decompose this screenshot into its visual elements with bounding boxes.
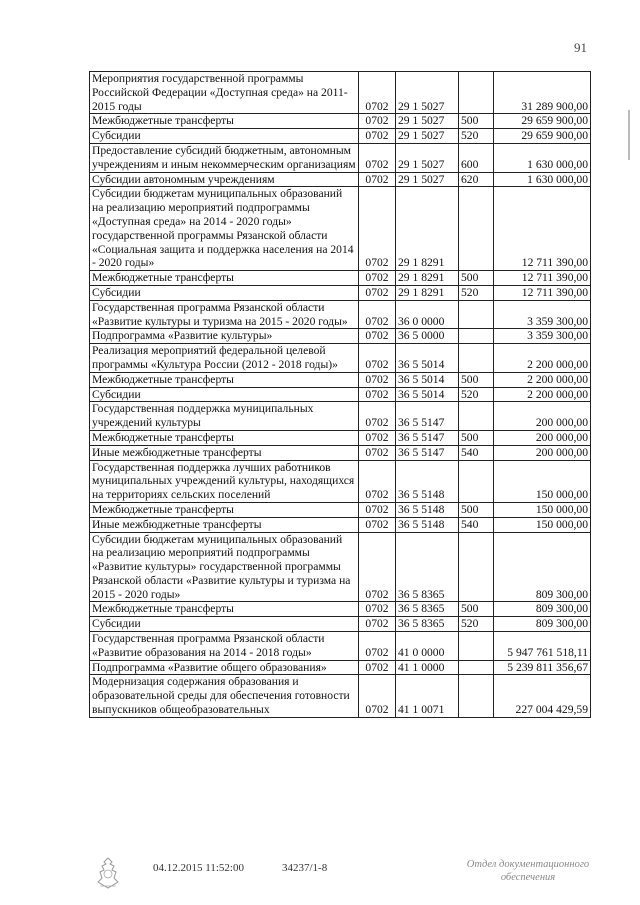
row-section-cell: 0702	[359, 285, 396, 300]
row-section-cell: 0702	[359, 602, 396, 617]
row-amount-cell: 809 300,00	[494, 602, 591, 617]
row-name-cell: Межбюджетные трансферты	[90, 114, 359, 129]
row-expense-type-cell: 500	[459, 430, 494, 445]
row-expense-type-cell	[459, 460, 494, 502]
table-row	[90, 344, 591, 373]
stamp-line-2: обеспечения	[500, 872, 556, 883]
row-amount-cell: 3 359 300,00	[494, 300, 591, 329]
row-section-cell: 0702	[359, 387, 396, 402]
row-name-cell: Подпрограмма «Развитие общего образования»	[90, 660, 359, 675]
row-expense-type-cell: 620	[459, 172, 494, 187]
row-section-cell: 0702	[359, 300, 396, 329]
row-target-code-cell: 29 1 5027	[396, 143, 459, 172]
row-target-code-cell: 29 1 5027	[396, 72, 459, 114]
row-expense-type-cell: 500	[459, 602, 494, 617]
row-amount-cell: 809 300,00	[494, 532, 591, 602]
row-name-cell: Субсидии	[90, 129, 359, 144]
row-amount-cell: 1 630 000,00	[494, 172, 591, 187]
scan-edge-mark	[628, 110, 630, 160]
row-amount-cell: 3 359 300,00	[494, 329, 591, 344]
row-name-cell: Государственная программа Рязанской области «Развитие культуры и туризма на 2015 - 2020 годы»	[90, 300, 359, 329]
table-row	[90, 632, 591, 661]
row-expense-type-cell: 500	[459, 502, 494, 517]
row-target-code-cell: 29 1 8291	[396, 285, 459, 300]
table-row	[90, 329, 591, 344]
row-name-cell: Субсидии	[90, 617, 359, 632]
row-expense-type-cell: 600	[459, 143, 494, 172]
footer-timestamp: 04.12.2015 11:52:00	[153, 862, 244, 874]
row-name-cell: Межбюджетные трансферты	[90, 430, 359, 445]
table-row	[90, 387, 591, 402]
row-section-cell: 0702	[359, 617, 396, 632]
row-name-cell: Межбюджетные трансферты	[90, 271, 359, 286]
row-section-cell: 0702	[359, 430, 396, 445]
row-target-code-cell: 36 5 5147	[396, 445, 459, 460]
row-name-cell: Подпрограмма «Развитие культуры»	[90, 329, 359, 344]
row-amount-cell: 12 711 390,00	[494, 187, 591, 271]
row-expense-type-cell: 520	[459, 387, 494, 402]
row-name-cell: Государственная программа Рязанской области «Развитие образования на 2014 - 2018 годы»	[90, 632, 359, 661]
footer-document-id: 34237/1-8	[282, 862, 328, 874]
row-name-cell: Иные межбюджетные трансферты	[90, 445, 359, 460]
row-name-cell: Иные межбюджетные трансферты	[90, 517, 359, 532]
row-section-cell: 0702	[359, 344, 396, 373]
row-section-cell: 0702	[359, 114, 396, 129]
stamp-line-1: Отдел документационного	[466, 859, 590, 870]
row-name-cell: Реализация мероприятий федеральной целевой программы «Культура России (2012 - 2018 годы)»	[90, 344, 359, 373]
row-target-code-cell: 36 5 0000	[396, 329, 459, 344]
row-expense-type-cell: 540	[459, 445, 494, 460]
row-amount-cell: 5 947 761 518,11	[494, 632, 591, 661]
row-amount-cell: 200 000,00	[494, 445, 591, 460]
row-target-code-cell: 29 1 5027	[396, 129, 459, 144]
row-name-cell: Модернизация содержания образования и образовательной среды для обеспечения готовности выпускников общеобразовательных	[90, 675, 359, 717]
row-target-code-cell: 36 5 8365	[396, 532, 459, 602]
table-row	[90, 430, 591, 445]
row-amount-cell: 150 000,00	[494, 460, 591, 502]
row-amount-cell: 5 239 811 356,67	[494, 660, 591, 675]
row-expense-type-cell	[459, 632, 494, 661]
table-row	[90, 372, 591, 387]
table-row	[90, 517, 591, 532]
row-section-cell: 0702	[359, 329, 396, 344]
row-amount-cell: 2 200 000,00	[494, 344, 591, 373]
row-target-code-cell: 41 1 0000	[396, 660, 459, 675]
row-section-cell: 0702	[359, 271, 396, 286]
row-target-code-cell: 41 0 0000	[396, 632, 459, 661]
page-number: 91	[574, 40, 587, 55]
table-row	[90, 660, 591, 675]
table-row	[90, 675, 591, 717]
row-section-cell: 0702	[359, 187, 396, 271]
row-target-code-cell: 29 1 5027	[396, 114, 459, 129]
row-expense-type-cell: 520	[459, 617, 494, 632]
row-expense-type-cell	[459, 329, 494, 344]
table-row	[90, 285, 591, 300]
table-row	[90, 271, 591, 286]
row-section-cell: 0702	[359, 517, 396, 532]
row-section-cell: 0702	[359, 172, 396, 187]
row-name-cell: Субсидии автономным учреждениям	[90, 172, 359, 187]
table-row	[90, 300, 591, 329]
row-name-cell: Межбюджетные трансферты	[90, 372, 359, 387]
table-row	[90, 402, 591, 431]
row-target-code-cell: 36 5 5014	[396, 387, 459, 402]
row-amount-cell: 1 630 000,00	[494, 143, 591, 172]
row-amount-cell: 227 004 429,59	[494, 675, 591, 717]
row-name-cell: Предоставление субсидий бюджетным, автономным учреждениям и иным некоммерческим организациям	[90, 143, 359, 172]
table-row	[90, 114, 591, 129]
table-row	[90, 187, 591, 271]
row-expense-type-cell: 520	[459, 285, 494, 300]
row-name-cell: Субсидии	[90, 387, 359, 402]
row-name-cell: Государственная поддержка лучших работников муниципальных учреждений культуры, находящихся на территориях сельских поселений	[90, 460, 359, 502]
row-target-code-cell: 36 5 5014	[396, 372, 459, 387]
table-row	[90, 129, 591, 144]
row-expense-type-cell	[459, 300, 494, 329]
row-section-cell: 0702	[359, 460, 396, 502]
row-amount-cell: 150 000,00	[494, 502, 591, 517]
row-target-code-cell: 29 1 8291	[396, 271, 459, 286]
row-target-code-cell: 36 5 5014	[396, 344, 459, 373]
row-section-cell: 0702	[359, 675, 396, 717]
row-section-cell: 0702	[359, 632, 396, 661]
budget-table-body	[90, 72, 591, 718]
row-name-cell: Государственная поддержка муниципальных учреждений культуры	[90, 402, 359, 431]
table-row	[90, 502, 591, 517]
row-expense-type-cell	[459, 72, 494, 114]
row-amount-cell: 200 000,00	[494, 430, 591, 445]
row-name-cell: Мероприятия государственной программы Российской Федерации «Доступная среда» на 2011-2015 годы	[90, 72, 359, 114]
row-amount-cell: 2 200 000,00	[494, 372, 591, 387]
row-amount-cell: 200 000,00	[494, 402, 591, 431]
table-row	[90, 172, 591, 187]
table-row	[90, 602, 591, 617]
row-section-cell: 0702	[359, 532, 396, 602]
row-target-code-cell: 36 5 8365	[396, 602, 459, 617]
table-row	[90, 143, 591, 172]
table-row	[90, 72, 591, 114]
row-name-cell: Межбюджетные трансферты	[90, 602, 359, 617]
row-expense-type-cell	[459, 344, 494, 373]
row-target-code-cell: 36 5 5148	[396, 502, 459, 517]
row-amount-cell: 12 711 390,00	[494, 285, 591, 300]
row-expense-type-cell: 540	[459, 517, 494, 532]
row-section-cell: 0702	[359, 402, 396, 431]
row-amount-cell: 809 300,00	[494, 617, 591, 632]
row-expense-type-cell: 500	[459, 372, 494, 387]
table-row	[90, 532, 591, 602]
row-expense-type-cell	[459, 660, 494, 675]
row-name-cell: Субсидии	[90, 285, 359, 300]
row-amount-cell: 2 200 000,00	[494, 387, 591, 402]
row-target-code-cell: 29 1 5027	[396, 172, 459, 187]
department-stamp	[458, 858, 598, 884]
row-amount-cell: 31 289 900,00	[494, 72, 591, 114]
row-name-cell: Межбюджетные трансферты	[90, 502, 359, 517]
row-target-code-cell: 36 5 5147	[396, 402, 459, 431]
row-name-cell: Субсидии бюджетам муниципальных образований на реализацию мероприятий подпрограммы «Доступная среда» на 2014 - 2020 годы» государственной программы Рязанской области «Социальная защита и поддержка населения на 2014 - 2020 годы»	[90, 187, 359, 271]
coat-of-arms-icon	[94, 856, 122, 890]
table-row	[90, 617, 591, 632]
row-target-code-cell: 36 5 5147	[396, 430, 459, 445]
row-expense-type-cell: 520	[459, 129, 494, 144]
row-section-cell: 0702	[359, 660, 396, 675]
row-expense-type-cell	[459, 675, 494, 717]
row-section-cell: 0702	[359, 445, 396, 460]
row-expense-type-cell: 500	[459, 271, 494, 286]
table-row	[90, 445, 591, 460]
row-target-code-cell: 36 0 0000	[396, 300, 459, 329]
row-target-code-cell: 29 1 8291	[396, 187, 459, 271]
row-amount-cell: 29 659 900,00	[494, 114, 591, 129]
row-amount-cell: 12 711 390,00	[494, 271, 591, 286]
row-section-cell: 0702	[359, 372, 396, 387]
row-amount-cell: 29 659 900,00	[494, 129, 591, 144]
row-target-code-cell: 36 5 5148	[396, 460, 459, 502]
table-row	[90, 460, 591, 502]
row-section-cell: 0702	[359, 129, 396, 144]
row-expense-type-cell	[459, 402, 494, 431]
row-section-cell: 0702	[359, 72, 396, 114]
row-expense-type-cell: 500	[459, 114, 494, 129]
row-expense-type-cell	[459, 532, 494, 602]
row-target-code-cell: 36 5 8365	[396, 617, 459, 632]
budget-table	[89, 71, 591, 718]
row-name-cell: Субсидии бюджетам муниципальных образований на реализацию мероприятий подпрограммы «Развитие культуры» государственной программы Рязанской области «Развитие культуры и туризма на 2015 - 2020 годы»	[90, 532, 359, 602]
row-section-cell: 0702	[359, 143, 396, 172]
row-target-code-cell: 41 1 0071	[396, 675, 459, 717]
row-section-cell: 0702	[359, 502, 396, 517]
row-expense-type-cell	[459, 187, 494, 271]
row-target-code-cell: 36 5 5148	[396, 517, 459, 532]
row-amount-cell: 150 000,00	[494, 517, 591, 532]
